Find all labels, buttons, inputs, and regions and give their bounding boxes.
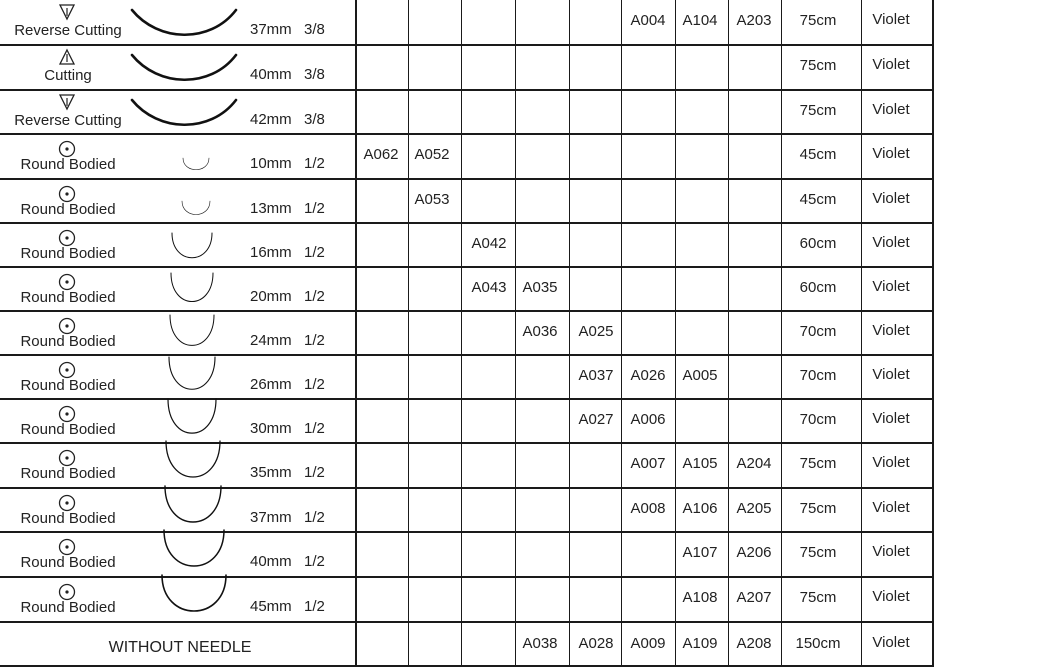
suture-color: Violet (872, 278, 910, 295)
needle-shape-icon (160, 573, 228, 617)
needle-type-label: Cutting (44, 67, 92, 84)
needle-size: 35mm (250, 464, 292, 481)
needle-curvature: 1/2 (304, 598, 325, 615)
needle-size: 45mm (250, 598, 292, 615)
suture-length: 70cm (799, 411, 837, 428)
table-row (0, 134, 932, 179)
product-code: A025 (578, 323, 614, 340)
suture-color: Violet (872, 454, 910, 471)
needle-curvature: 1/2 (304, 332, 325, 349)
needle-type-label: Round Bodied (20, 465, 116, 482)
needle-type-label: Reverse Cutting (14, 22, 122, 39)
product-code: A035 (522, 279, 558, 296)
product-code: A104 (682, 12, 718, 29)
product-code: A043 (471, 279, 507, 296)
needle-curvature: 1/2 (304, 376, 325, 393)
needle-shape-icon (128, 96, 240, 132)
table-row (0, 311, 932, 355)
suture-color: Violet (872, 322, 910, 339)
suture-length: 75cm (799, 544, 837, 561)
product-code: A205 (736, 500, 772, 517)
product-code: A027 (578, 411, 614, 428)
table-row (0, 488, 932, 532)
triangle-down-icon (58, 93, 76, 111)
product-code: A008 (630, 500, 666, 517)
suture-length: 150cm (795, 635, 841, 652)
suture-length: 75cm (799, 455, 837, 472)
suture-color: Violet (872, 410, 910, 427)
needle-shape-icon (170, 231, 214, 263)
triangle-up-icon (58, 48, 76, 66)
suture-color: Violet (872, 234, 910, 251)
needle-type-label: Round Bodied (20, 554, 116, 571)
needle-type-label: Round Bodied (20, 599, 116, 616)
needle-shape-icon (167, 355, 217, 395)
suture-length: 75cm (799, 500, 837, 517)
needle-size: 40mm (250, 66, 292, 83)
needle-size: 37mm (250, 21, 292, 38)
suture-length: 75cm (799, 12, 837, 29)
product-code: A009 (630, 635, 666, 652)
product-code: A062 (363, 146, 399, 163)
suture-color: Violet (872, 56, 910, 73)
product-code: A005 (682, 367, 718, 384)
needle-size: 37mm (250, 509, 292, 526)
product-code: A206 (736, 544, 772, 561)
table-row (0, 443, 932, 488)
needle-type-label: Reverse Cutting (14, 112, 122, 129)
product-code: A204 (736, 455, 772, 472)
suture-color: Violet (872, 190, 910, 207)
table-row (0, 577, 932, 622)
product-code: A108 (682, 589, 718, 606)
needle-size: 16mm (250, 244, 292, 261)
needle-shape-icon (169, 271, 215, 307)
needle-shape-icon (128, 6, 240, 42)
suture-color: Violet (872, 499, 910, 516)
needle-shape-icon (162, 528, 226, 572)
needle-type-label: Round Bodied (20, 245, 116, 262)
needle-curvature: 1/2 (304, 244, 325, 261)
needle-type-label: Round Bodied (20, 377, 116, 394)
needle-curvature: 3/8 (304, 21, 325, 38)
needle-type-label: Round Bodied (20, 510, 116, 527)
needle-shape-icon (181, 156, 211, 174)
needle-size: 42mm (250, 111, 292, 128)
needle-curvature: 3/8 (304, 111, 325, 128)
column-divider (932, 0, 934, 667)
needle-curvature: 1/2 (304, 553, 325, 570)
needle-shape-icon (128, 51, 240, 87)
needle-shape-icon (164, 439, 222, 483)
suture-length: 75cm (799, 102, 837, 119)
product-code: A026 (630, 367, 666, 384)
needle-shape-icon (166, 397, 218, 439)
product-code: A106 (682, 500, 718, 517)
suture-length: 45cm (799, 146, 837, 163)
product-code: A036 (522, 323, 558, 340)
needle-size: 30mm (250, 420, 292, 437)
suture-length: 45cm (799, 191, 837, 208)
needle-curvature: 1/2 (304, 420, 325, 437)
triangle-down-icon (58, 3, 76, 21)
needle-size: 40mm (250, 553, 292, 570)
needle-type-label: Round Bodied (20, 156, 116, 173)
table-row (0, 267, 932, 311)
suture-color: Violet (872, 634, 910, 651)
product-code: A037 (578, 367, 614, 384)
suture-color: Violet (872, 366, 910, 383)
needle-size: 13mm (250, 200, 292, 217)
product-code: A203 (736, 12, 772, 29)
needle-shape-icon (180, 199, 212, 219)
product-code: A207 (736, 589, 772, 606)
needle-size: 26mm (250, 376, 292, 393)
table-bottom-border (0, 665, 932, 667)
needle-curvature: 3/8 (304, 66, 325, 83)
needle-size: 10mm (250, 155, 292, 172)
without-needle-label: WITHOUT NEEDLE (108, 639, 252, 656)
needle-shape-icon (168, 313, 216, 351)
needle-size: 20mm (250, 288, 292, 305)
needle-curvature: 1/2 (304, 155, 325, 172)
product-code: A028 (578, 635, 614, 652)
product-code: A053 (414, 191, 450, 208)
suture-color: Violet (872, 543, 910, 560)
table-row (0, 223, 932, 267)
suture-color: Violet (872, 588, 910, 605)
needle-type-label: Round Bodied (20, 421, 116, 438)
suture-length: 70cm (799, 367, 837, 384)
suture-length: 60cm (799, 235, 837, 252)
product-code: A109 (682, 635, 718, 652)
suture-length: 75cm (799, 589, 837, 606)
needle-type-label: Round Bodied (20, 333, 116, 350)
table-row (0, 399, 932, 443)
suture-length: 60cm (799, 279, 837, 296)
table-row (0, 532, 932, 577)
needle-size: 24mm (250, 332, 292, 349)
table-row (0, 355, 932, 399)
needle-shape-icon (163, 484, 223, 528)
product-code: A006 (630, 411, 666, 428)
product-code: A038 (522, 635, 558, 652)
needle-curvature: 1/2 (304, 288, 325, 305)
product-code: A004 (630, 12, 666, 29)
suture-color: Violet (872, 11, 910, 28)
needle-curvature: 1/2 (304, 200, 325, 217)
product-code: A107 (682, 544, 718, 561)
needle-curvature: 1/2 (304, 464, 325, 481)
product-code: A105 (682, 455, 718, 472)
suture-length: 75cm (799, 57, 837, 74)
suture-color: Violet (872, 101, 910, 118)
product-code: A052 (414, 146, 450, 163)
needle-type-label: Round Bodied (20, 201, 116, 218)
product-code: A208 (736, 635, 772, 652)
product-code: A007 (630, 455, 666, 472)
needle-type-label: Round Bodied (20, 289, 116, 306)
needle-curvature: 1/2 (304, 509, 325, 526)
suture-color: Violet (872, 145, 910, 162)
suture-length: 70cm (799, 323, 837, 340)
table-row (0, 179, 932, 223)
product-code: A042 (471, 235, 507, 252)
